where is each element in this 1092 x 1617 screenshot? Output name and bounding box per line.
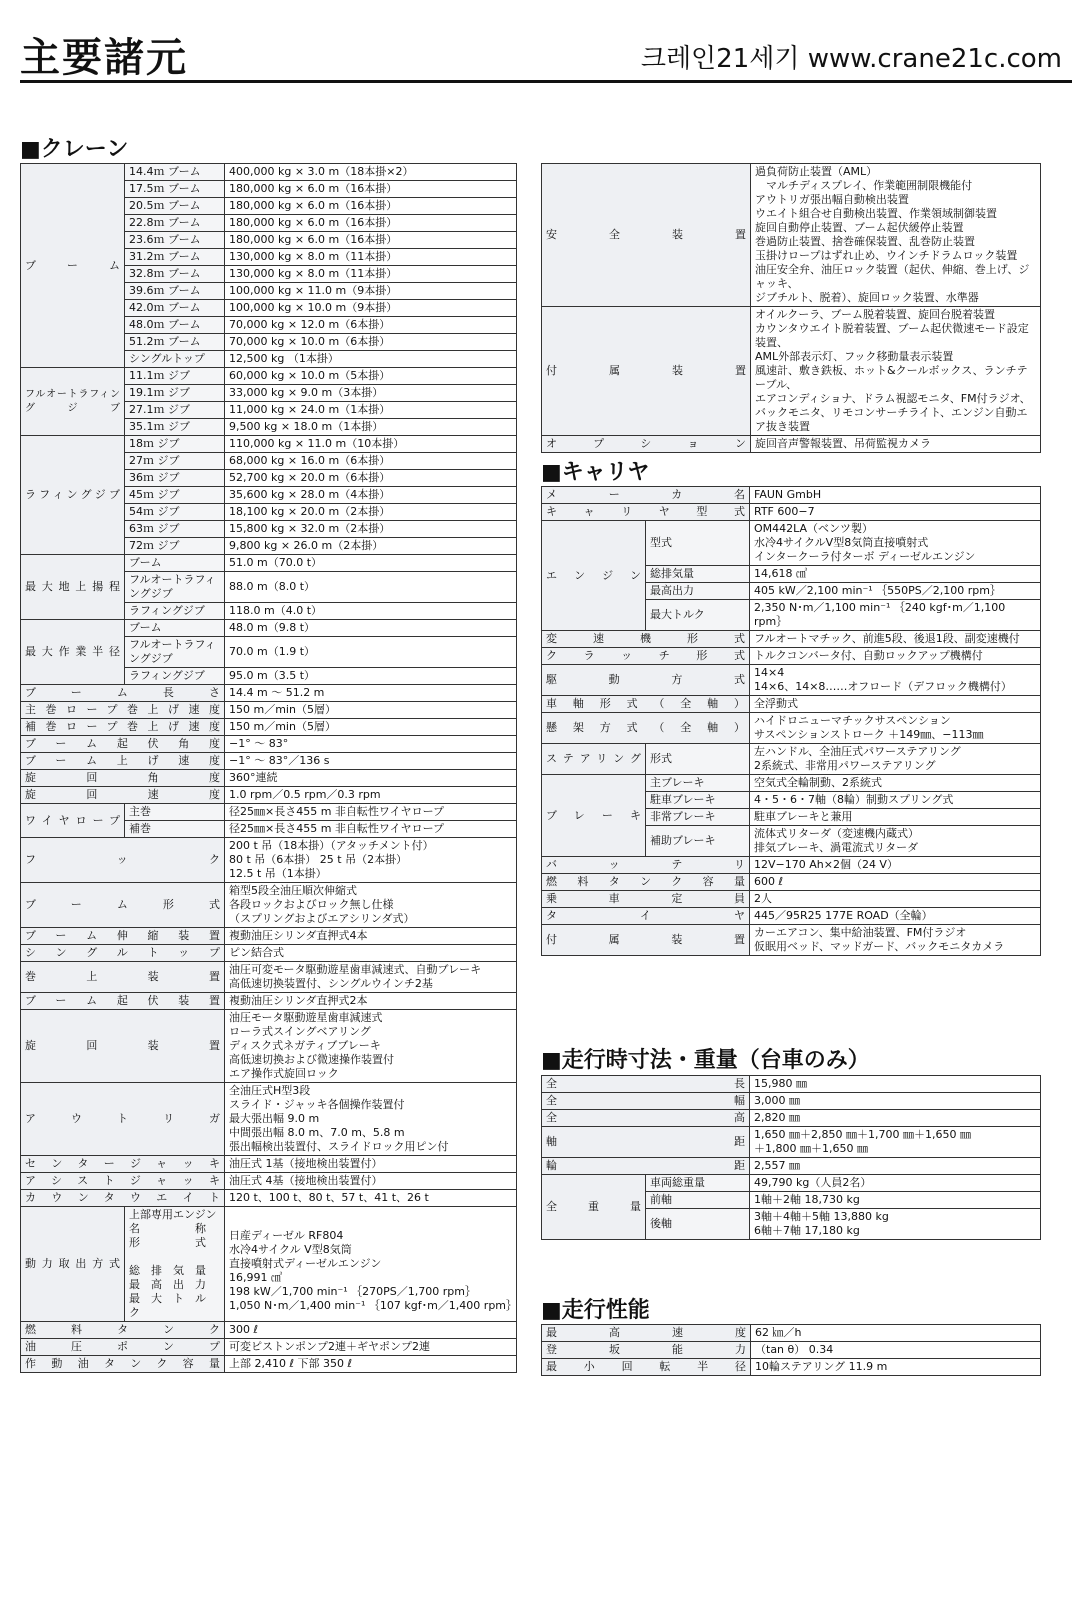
table-row — [542, 925, 1041, 956]
row-value: 流体式リターダ（変速機内蔵式） 排気ブレーキ、渦電流式リターダ — [750, 826, 1041, 857]
row-label: 全高 — [542, 1110, 750, 1127]
row-sublabel: 車両総重量 — [646, 1175, 750, 1192]
row-value: 130,000 kg × 8.0 m（11本掛） — [225, 266, 517, 283]
row-label: 補巻ロープ巻上げ速度 — [21, 719, 225, 736]
row-value: 11,000 kg × 24.0 m（1本掛） — [225, 402, 517, 419]
row-label: 最小回転半径 — [542, 1359, 751, 1376]
row-value: 過負荷防止装置（AML） マルチディスプレイ、作業範囲制限機能付 アウトリガ張出幅自動検出装置 ウエイト組合せ自動検出装置、作業領域制御装置 旋回自動停止装置、ブーム起伏緩停止装置 巻過防止装置、捨巻確保装置、乱巻防止装置 玉掛けロープはずれ止め、ウインチドラムロック装置 油圧安全弁、油圧ロック装置（起伏、伸縮、巻上げ、ジャッキ、 ジブチルト、脱着）、旋回ロック装置、水準器 — [751, 164, 1041, 307]
row-sublabel: ラフィングジブ — [125, 603, 225, 620]
row-sublabel: 17.5ｍ ブーム — [125, 181, 225, 198]
table-row — [21, 804, 517, 821]
row-value: 油圧式 4基（接地検出装置付） — [225, 1173, 517, 1190]
row-label: 燃料タンク — [21, 1322, 225, 1339]
table-row — [21, 1173, 517, 1190]
row-label: 付属装置 — [542, 925, 750, 956]
row-label: ブーム伸縮装置 — [21, 928, 225, 945]
row-value: 1軸＋2軸 18,730 kg — [750, 1192, 1041, 1209]
row-sublabel: 45ｍ ジブ — [125, 487, 225, 504]
row-label: 全長 — [542, 1076, 750, 1093]
row-sublabel: 27.1ｍ ジブ — [125, 402, 225, 419]
row-label: 巻上装置 — [21, 962, 225, 993]
table-row — [21, 685, 517, 702]
group-label: ブレーキ — [542, 775, 646, 857]
row-label: 乗車定員 — [542, 891, 750, 908]
group-label: エンジン — [542, 521, 646, 631]
row-value: 100,000 kg × 10.0 m（9本掛） — [225, 300, 517, 317]
row-label: ブーム起伏装置 — [21, 993, 225, 1010]
table-row — [21, 1010, 517, 1083]
group-label: 最大作業半径 — [21, 620, 125, 685]
row-value: 68,000 kg × 16.0 m（6本掛） — [225, 453, 517, 470]
steering-label: ステアリング — [542, 744, 646, 775]
row-label: 軸距 — [542, 1127, 750, 1158]
row-label: 登坂能力 — [542, 1342, 751, 1359]
group-label: フルオートラフィングジブ — [21, 368, 125, 436]
row-value: 9,800 kg × 26.0 m（2本掛） — [225, 538, 517, 555]
table-row — [542, 436, 1041, 453]
row-value: 300 ℓ — [225, 1322, 517, 1339]
row-sublabel: 19.1ｍ ジブ — [125, 385, 225, 402]
row-value: 14×4 14×6、14×8……オフロード（デフロック機構付） — [750, 665, 1041, 696]
row-value: 径25㎜×長さ455 m 非自転性ワイヤロープ — [225, 804, 517, 821]
row-value: FAUN GmbH — [750, 487, 1041, 504]
row-value: 10輪ステアリング 11.9 m — [751, 1359, 1041, 1376]
row-value: RTF 600−7 — [750, 504, 1041, 521]
row-label: 油圧ポンプ — [21, 1339, 225, 1356]
row-value: 180,000 kg × 6.0 m（16本掛） — [225, 181, 517, 198]
row-label: 旋回速度 — [21, 787, 225, 804]
row-value: 150 m／min（5層） — [225, 702, 517, 719]
table-row — [21, 736, 517, 753]
title-rule — [20, 80, 1072, 83]
table-row — [21, 993, 517, 1010]
table-row — [21, 436, 517, 453]
row-value: オイルクーラ、ブーム脱着装置、旋回台脱着装置 カウンタウエイト脱着装置、ブーム起伏微速モード設定装置、 AML外部表示灯、フック移動量表示装置 風速計、敷き鉄板、ホット&クールボックス、ランチテーブル、 エアコンディショナ、ドラム視認モニタ、FM付ラジオ、 バックモニタ、リモコンサーチライト、エンジン自動エア抜き装置 — [751, 307, 1041, 436]
row-value: 油圧式 1基（接地検出装置付） — [225, 1156, 517, 1173]
row-sublabel: 27ｍ ジブ — [125, 453, 225, 470]
table-row — [542, 744, 1041, 775]
table-row — [542, 1110, 1041, 1127]
row-value: 上部 2,410 ℓ 下部 350 ℓ — [225, 1356, 517, 1373]
row-value: −1° ～ 83° — [225, 736, 517, 753]
pto-sublabel: 上部専用エンジン 名 称 形 式 総 排 気 量 最 高 出 力 最 大 ト ル ク — [125, 1207, 225, 1322]
row-sublabel: 20.5ｍ ブーム — [125, 198, 225, 215]
table-row — [21, 838, 517, 883]
row-value: 油圧可変モータ駆動遊星歯車減速式、自動ブレーキ 高低速切換装置付、シングルウインチ2基 — [225, 962, 517, 993]
row-value: 2人 — [750, 891, 1041, 908]
table-row — [21, 1339, 517, 1356]
row-label: ブーム上げ速度 — [21, 753, 225, 770]
row-value: 35,600 kg × 28.0 m（4本掛） — [225, 487, 517, 504]
row-sublabel: 31.2ｍ ブーム — [125, 249, 225, 266]
table-row — [542, 1158, 1041, 1175]
table-row — [21, 1207, 517, 1322]
row-sublabel: 補巻 — [125, 821, 225, 838]
crane-heading: ■クレーン — [20, 137, 129, 162]
table-row — [542, 1342, 1041, 1359]
table-row — [542, 1093, 1041, 1110]
table-row — [542, 1127, 1041, 1158]
row-value: カーエアコン、集中給油装置、FM付ラジオ 仮眠用ベッド、マッドガード、バックモニタカメラ — [750, 925, 1041, 956]
row-value: 複動油圧シリンダ直押式2本 — [225, 993, 517, 1010]
group-label: ブーム — [21, 164, 125, 368]
row-label: 作動油タンク容量 — [21, 1356, 225, 1373]
row-sublabel: 32.8ｍ ブーム — [125, 266, 225, 283]
row-label: ブーム形式 — [21, 883, 225, 928]
table-row — [21, 1356, 517, 1373]
row-value: 12V−170 Ah×2個（24 V） — [750, 857, 1041, 874]
row-sublabel: 48.0ｍ ブーム — [125, 317, 225, 334]
row-value: 空気式全輪制動、2系統式 — [750, 775, 1041, 792]
pto-label: 動力取出方式 — [21, 1207, 125, 1322]
table-row — [21, 164, 517, 181]
row-sublabel: 72ｍ ジブ — [125, 538, 225, 555]
row-value: 200 t 吊（18本掛）（アタッチメント付） 80 t 吊（6本掛） 25 t 吊（2本掛） 12.5 t 吊（1本掛） — [225, 838, 517, 883]
row-sublabel: ブーム — [125, 620, 225, 637]
row-sublabel: 主ブレーキ — [646, 775, 750, 792]
row-sublabel: ラフィングジブ — [125, 668, 225, 685]
table-row — [542, 648, 1041, 665]
carrier-heading: ■キャリヤ — [541, 460, 650, 485]
group-label: ワイヤロープ — [21, 804, 125, 838]
row-value: 3軸＋4軸＋5軸 13,880 kg 6軸＋7軸 17,180 kg — [750, 1209, 1041, 1240]
row-value: （tan θ） 0.34 — [751, 1342, 1041, 1359]
table-row — [21, 555, 517, 572]
table-row — [542, 1359, 1041, 1376]
row-sublabel: 最大トルク — [646, 600, 750, 631]
row-label: 輪距 — [542, 1158, 750, 1175]
row-label: 燃料タンク容量 — [542, 874, 750, 891]
table-row — [542, 1076, 1041, 1093]
row-value: 9,500 kg × 18.0 m（1本掛） — [225, 419, 517, 436]
row-value: 60,000 kg × 10.0 m（5本掛） — [225, 368, 517, 385]
row-value: 全浮動式 — [750, 696, 1041, 713]
row-value: フルオートマチック、前進5段、後退1段、副変速機付 — [750, 631, 1041, 648]
table-row — [542, 908, 1041, 925]
row-value: 油圧モータ駆動遊星歯車減速式 ローラ式スイングベアリング ディスク式ネガティブブレーキ 高低速切換および微速操作装置付 エア操作式旋回ロック — [225, 1010, 517, 1083]
table-row — [542, 775, 1041, 792]
row-value: 150 m／min（5層） — [225, 719, 517, 736]
row-value: ピン結合式 — [225, 945, 517, 962]
row-value: 49,790 kg（人員2名） — [750, 1175, 1041, 1192]
row-value: 1.0 rpm／0.5 rpm／0.3 rpm — [225, 787, 517, 804]
table-row — [542, 164, 1041, 307]
row-value: 径25㎜×長さ455 m 非自転性ワイヤロープ — [225, 821, 517, 838]
row-value: 130,000 kg × 8.0 m（11本掛） — [225, 249, 517, 266]
row-sublabel: 補助ブレーキ — [646, 826, 750, 857]
row-value: 88.0 m（8.0 t） — [225, 572, 517, 603]
row-label: 主巻ロープ巻上げ速度 — [21, 702, 225, 719]
row-value: 52,700 kg × 20.0 m（6本掛） — [225, 470, 517, 487]
row-value: 複動油圧シリンダ直押式4本 — [225, 928, 517, 945]
dims-heading: ■走行時寸法・重量（台車のみ） — [541, 1048, 870, 1073]
row-value: 2,820 ㎜ — [750, 1110, 1041, 1127]
table-row — [21, 962, 517, 993]
row-sublabel: フルオートラフィングジブ — [125, 637, 225, 668]
row-value: 駐車ブレーキと兼用 — [750, 809, 1041, 826]
row-label: 最高速度 — [542, 1325, 751, 1342]
row-sublabel: 63ｍ ジブ — [125, 521, 225, 538]
row-value: 445／95R25 177E ROAD（全輪） — [750, 908, 1041, 925]
row-value: 100,000 kg × 11.0 m（9本掛） — [225, 283, 517, 300]
steering-sublabel: 形式 — [646, 744, 750, 775]
row-sublabel: 総排気量 — [646, 566, 750, 583]
row-sublabel: 最高出力 — [646, 583, 750, 600]
row-value: 51.0 m（70.0 t） — [225, 555, 517, 572]
row-sublabel: 14.4ｍ ブーム — [125, 164, 225, 181]
row-label: シングルトップ — [21, 945, 225, 962]
row-label: オプション — [542, 436, 751, 453]
row-label: キャリヤ型式 — [542, 504, 750, 521]
group-label: 全重量 — [542, 1175, 646, 1240]
row-sublabel: 35.1ｍ ジブ — [125, 419, 225, 436]
row-label: 旋回装置 — [21, 1010, 225, 1083]
steering-value: 左ハンドル、全油圧式パワーステアリング 2系統式、非常用パワーステアリング — [750, 744, 1041, 775]
row-sublabel: 36ｍ ジブ — [125, 470, 225, 487]
row-value: 70,000 kg × 12.0 m（6本掛） — [225, 317, 517, 334]
row-label: 旋回角度 — [21, 770, 225, 787]
row-label: 全幅 — [542, 1093, 750, 1110]
row-sublabel: 22.8ｍ ブーム — [125, 215, 225, 232]
row-value: 400,000 kg × 3.0 m（18本掛×2） — [225, 164, 517, 181]
row-sublabel: 39.6ｍ ブーム — [125, 283, 225, 300]
row-sublabel: 18ｍ ジブ — [125, 436, 225, 453]
row-sublabel: 11.1ｍ ジブ — [125, 368, 225, 385]
perf-heading: ■走行性能 — [541, 1298, 650, 1323]
table-row — [542, 487, 1041, 504]
row-value: 180,000 kg × 6.0 m（16本掛） — [225, 215, 517, 232]
row-label: ブーム長さ — [21, 685, 225, 702]
row-value: トルクコンバータ付、自動ロックアップ機構付 — [750, 648, 1041, 665]
row-value: OM442LA（ベンツ製） 水冷4サイクルV型8気筒直接噴射式 インタークーラ付ターボ ディーゼルエンジン — [750, 521, 1041, 566]
row-value: 70.0 m（1.9 t） — [225, 637, 517, 668]
row-value: 4・5・6・7軸（8輪）制動スプリング式 — [750, 792, 1041, 809]
crane-spec-table — [20, 163, 517, 1373]
row-value: 360°連続 — [225, 770, 517, 787]
row-sublabel: フルオートラフィングジブ — [125, 572, 225, 603]
row-sublabel: ブーム — [125, 555, 225, 572]
perf-spec-table — [541, 1324, 1041, 1376]
table-row — [542, 631, 1041, 648]
table-row — [542, 696, 1041, 713]
group-label: 最大地上揚程 — [21, 555, 125, 620]
table-row — [21, 787, 517, 804]
row-sublabel: 42.0ｍ ブーム — [125, 300, 225, 317]
table-row — [21, 719, 517, 736]
table-row — [21, 620, 517, 637]
row-value: 600 ℓ — [750, 874, 1041, 891]
equipment-table — [541, 163, 1041, 453]
row-value: 180,000 kg × 6.0 m（16本掛） — [225, 198, 517, 215]
row-label: センタージャッキ — [21, 1156, 225, 1173]
row-value: −1° ～ 83°／136 s — [225, 753, 517, 770]
row-label: 懸架方式（全軸） — [542, 713, 750, 744]
row-value: 2,350 N･m／1,100 min⁻¹ ｛240 kgf･m／1,100 rpm｝ — [750, 600, 1041, 631]
row-label: バッテリ — [542, 857, 750, 874]
row-label: メーカ名 — [542, 487, 750, 504]
row-sublabel: 主巻 — [125, 804, 225, 821]
row-value: 18,100 kg × 20.0 m（2本掛） — [225, 504, 517, 521]
row-sublabel: 51.2ｍ ブーム — [125, 334, 225, 351]
row-value: 70,000 kg × 10.0 m（6本掛） — [225, 334, 517, 351]
site-credit: 크레인21세기 www.crane21c.com — [640, 44, 1062, 74]
row-value: 箱型5段全油圧順次伸縮式 各段ロックおよびロック無し仕様 （スプリングおよびエアシリンダ式） — [225, 883, 517, 928]
row-value: 1,650 ㎜＋2,850 ㎜＋1,700 ㎜＋1,650 ㎜ ＋1,800 ㎜＋1,650 ㎜ — [750, 1127, 1041, 1158]
row-sublabel: 23.6ｍ ブーム — [125, 232, 225, 249]
row-label: 車軸形式（全軸） — [542, 696, 750, 713]
row-value: 2,557 ㎜ — [750, 1158, 1041, 1175]
row-label: タイヤ — [542, 908, 750, 925]
table-row — [542, 874, 1041, 891]
row-sublabel: 前軸 — [646, 1192, 750, 1209]
row-value: 33,000 kg × 9.0 m（3本掛） — [225, 385, 517, 402]
row-value: 3,000 ㎜ — [750, 1093, 1041, 1110]
row-label: カウンタウエイト — [21, 1190, 225, 1207]
row-label: ブーム起伏角度 — [21, 736, 225, 753]
row-label: 駆動方式 — [542, 665, 750, 696]
row-value: 118.0 m（4.0 t） — [225, 603, 517, 620]
table-row — [21, 753, 517, 770]
row-value: 405 kW／2,100 min⁻¹ ｛550PS／2,100 rpm｝ — [750, 583, 1041, 600]
table-row — [542, 713, 1041, 744]
row-label: アウトリガ — [21, 1083, 225, 1156]
dims-spec-table — [541, 1075, 1041, 1240]
table-row — [21, 770, 517, 787]
table-row — [21, 928, 517, 945]
row-sublabel: 非常ブレーキ — [646, 809, 750, 826]
table-row — [21, 883, 517, 928]
table-row — [542, 504, 1041, 521]
table-row — [542, 665, 1041, 696]
row-value: ハイドロニューマチックサスペンション サスペンションストローク ＋149㎜、−113㎜ — [750, 713, 1041, 744]
row-label: 安全装置 — [542, 164, 751, 307]
table-row — [21, 1156, 517, 1173]
table-row — [542, 857, 1041, 874]
row-sublabel: シングルトップ — [125, 351, 225, 368]
row-label: 変速機形式 — [542, 631, 750, 648]
group-label: ラフィングジブ — [21, 436, 125, 555]
carrier-spec-table — [541, 486, 1041, 956]
row-value: 旋回音声警報装置、吊荷監視カメラ — [751, 436, 1041, 453]
table-row — [542, 1325, 1041, 1342]
table-row — [21, 945, 517, 962]
row-value: 15,980 ㎜ — [750, 1076, 1041, 1093]
table-row — [21, 1083, 517, 1156]
row-label: フック — [21, 838, 225, 883]
table-row — [542, 307, 1041, 436]
page-title: 主要諸元 — [20, 35, 188, 81]
table-row — [542, 891, 1041, 908]
table-row — [21, 1190, 517, 1207]
row-value: 可変ピストンポンプ2連＋ギヤポンプ2連 — [225, 1339, 517, 1356]
row-label: 付属装置 — [542, 307, 751, 436]
row-value: 48.0 m（9.8 t） — [225, 620, 517, 637]
row-value: 120 t、100 t、80 t、57 t、41 t、26 t — [225, 1190, 517, 1207]
row-value: 62 ㎞／h — [751, 1325, 1041, 1342]
table-row — [542, 521, 1041, 566]
row-sublabel: 54ｍ ジブ — [125, 504, 225, 521]
row-label: アシストジャッキ — [21, 1173, 225, 1190]
table-row — [21, 368, 517, 385]
row-sublabel: 駐車ブレーキ — [646, 792, 750, 809]
row-label: クラッチ形式 — [542, 648, 750, 665]
table-row — [542, 1175, 1041, 1192]
row-sublabel: 型式 — [646, 521, 750, 566]
table-row — [21, 1322, 517, 1339]
row-value: 110,000 kg × 11.0 m（10本掛） — [225, 436, 517, 453]
row-value: 14.4 m ～ 51.2 m — [225, 685, 517, 702]
row-value: 12,500 kg （1本掛） — [225, 351, 517, 368]
table-row — [21, 702, 517, 719]
row-value: 15,800 kg × 32.0 m（2本掛） — [225, 521, 517, 538]
row-value: 180,000 kg × 6.0 m（16本掛） — [225, 232, 517, 249]
row-value: 95.0 m（3.5 t） — [225, 668, 517, 685]
row-sublabel: 後軸 — [646, 1209, 750, 1240]
row-value: 14,618 ㎤ — [750, 566, 1041, 583]
pto-value: 日産ディーゼル RF804 水冷4サイクル V型8気筒 直接噴射式ディーゼルエンジン 16,991 ㎤ 198 kW／1,700 min⁻¹ ｛270PS／1,700 rpm｝ 1,050 N･m／1,400 min⁻¹ ｛107 kgf･m／1,400 rpm｝ — [225, 1207, 517, 1322]
row-value: 全油圧式H型3段 スライド・ジャッキ各個操作装置付 最大張出幅 9.0 m 中間張出幅 8.0 m、7.0 m、5.8 m 張出幅検出装置付、スライドロック用ピン付 — [225, 1083, 517, 1156]
